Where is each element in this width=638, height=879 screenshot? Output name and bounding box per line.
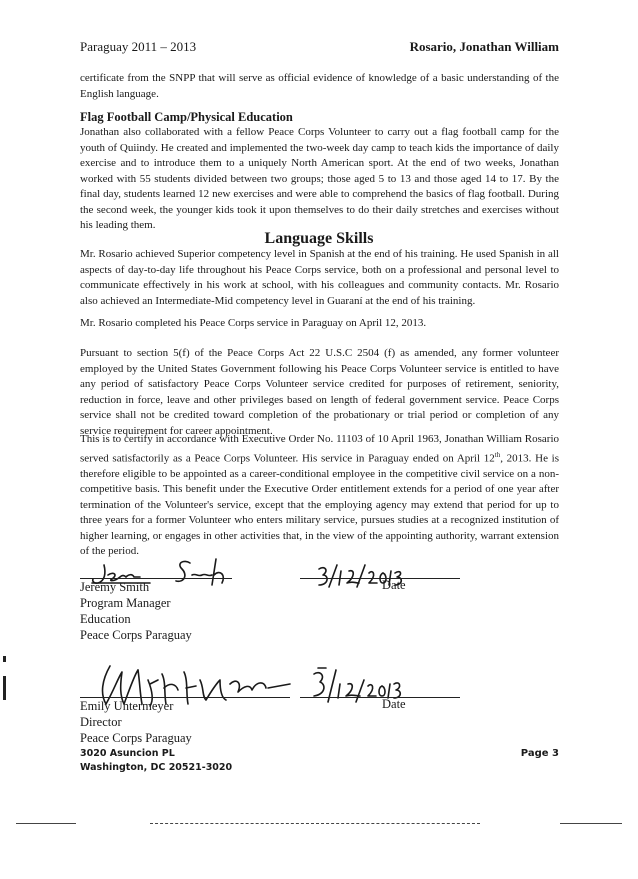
- signatory-name: Jeremy Smith: [80, 580, 150, 594]
- signatory-first: [80, 579, 192, 643]
- signatory-org: Peace Corps Paraguay: [80, 731, 192, 745]
- continuation-paragraph: certificate from the SNPP that will serve as official evidence of knowledge of a basic understanding of the English language.: [80, 72, 559, 100]
- flag-football-paragraph: Jonathan also collaborated with a fellow Peace Corps Volunteer to carry out a flag football camp for the youth of Quiindy. He created and implemented the two-week day camp to teach kids the importance of daily exercise and to introduce them to a uniquely North American sport. At the end of two weeks, Jonathan worked with 55 students divided between two groups; those aged 5 to 13 and those aged 14 to 17. By the final day, students learned 12 new exercises and were able to comprehend the basics of flag football. During the second week, the younger kids took it upon themselves to do their daily stretches and exercises without his leading them.: [80, 126, 559, 231]
- date-line-first: [300, 578, 460, 579]
- signatory-title: Director: [80, 715, 122, 729]
- bottom-rule-middle: [150, 823, 480, 824]
- page-number: Page 3: [520, 748, 559, 759]
- date-label-second: Date: [382, 697, 406, 711]
- certification-text-end: , 2013. He is therefore eligible to be appointed as a career-conditional employee in the competitive civil service on a non-competitive basis. This benefit under the Executive Order entitlement extends for a period of one year after termination of the Volunteer's service, except that the employing agency may extend that period for up to three years for a former Volunteer who enters military service, pursues studies at a recognized institution of higher learning, or engages in other activities that, in the view of the appointing authority, warrant extension of the period.: [80, 452, 559, 558]
- signatory-second: [80, 698, 192, 746]
- signatory-title: Program Manager: [80, 596, 171, 610]
- language-skills-paragraph: Mr. Rosario achieved Superior competency level in Spanish at the end of his training. He used Spanish in all aspects of day-to-day life throughout his Peace Corps service, both on a professional and personal level to communicate effectively in his work at school, with his colleagues and community contacts. Mr. Rosario also achieved an Intermediate-Mid competency level in Guaraní at the end of his training.: [80, 248, 559, 307]
- address-line-1: 3020 Asuncion PL: [80, 748, 175, 759]
- scan-mark-bottom: [3, 676, 6, 700]
- completion-paragraph: Mr. Rosario completed his Peace Corps service in Paraguay on April 12, 2013.: [80, 317, 427, 329]
- date-line-second: [300, 697, 460, 698]
- header-right: Rosario, Jonathan William: [409, 39, 559, 54]
- bottom-rule-right: [560, 823, 622, 824]
- certification-paragraph: [80, 432, 559, 560]
- header-left: Paraguay 2011 – 2013: [80, 39, 197, 54]
- signatory-name: Emily Untermeyer: [80, 699, 174, 713]
- certification-text-start: This is to certify in accordance with Executive Order No. 11103 of 10 April 1963, Jonathan William Rosario served satisfactorily as a Peace Corps Volunteer. His service in Paraguay ended on April 12: [80, 433, 559, 465]
- signatory-org: Peace Corps Paraguay: [80, 628, 192, 642]
- bottom-rule-left: [16, 823, 76, 824]
- signatory-unit: Education: [80, 612, 131, 626]
- address-line-2: Washington, DC 20521-3020: [80, 762, 233, 773]
- ordinal-suffix: th: [494, 450, 501, 459]
- pursuant-paragraph: Pursuant to section 5(f) of the Peace Corps Act 22 U.S.C 2504 (f) as amended, any former volunteer employed by the United States Government following his Peace Corps Volunteer service is entitled to have any period of satisfactory Peace Corps Volunteer service credited for purposes of retirement, seniority, reduction in force, leave and other privileges based on length of federal government service. Peace Corps service shall not be credited toward completion of the probationary or trial period or completion of any service requirement for career appointment.: [80, 347, 559, 437]
- footer-address: [80, 747, 232, 775]
- date-label-first: Date: [382, 578, 406, 592]
- scan-mark-top: [3, 656, 6, 662]
- flag-football-title: Flag Football Camp/Physical Education: [80, 110, 293, 124]
- language-skills-heading: Language Skills: [264, 230, 374, 247]
